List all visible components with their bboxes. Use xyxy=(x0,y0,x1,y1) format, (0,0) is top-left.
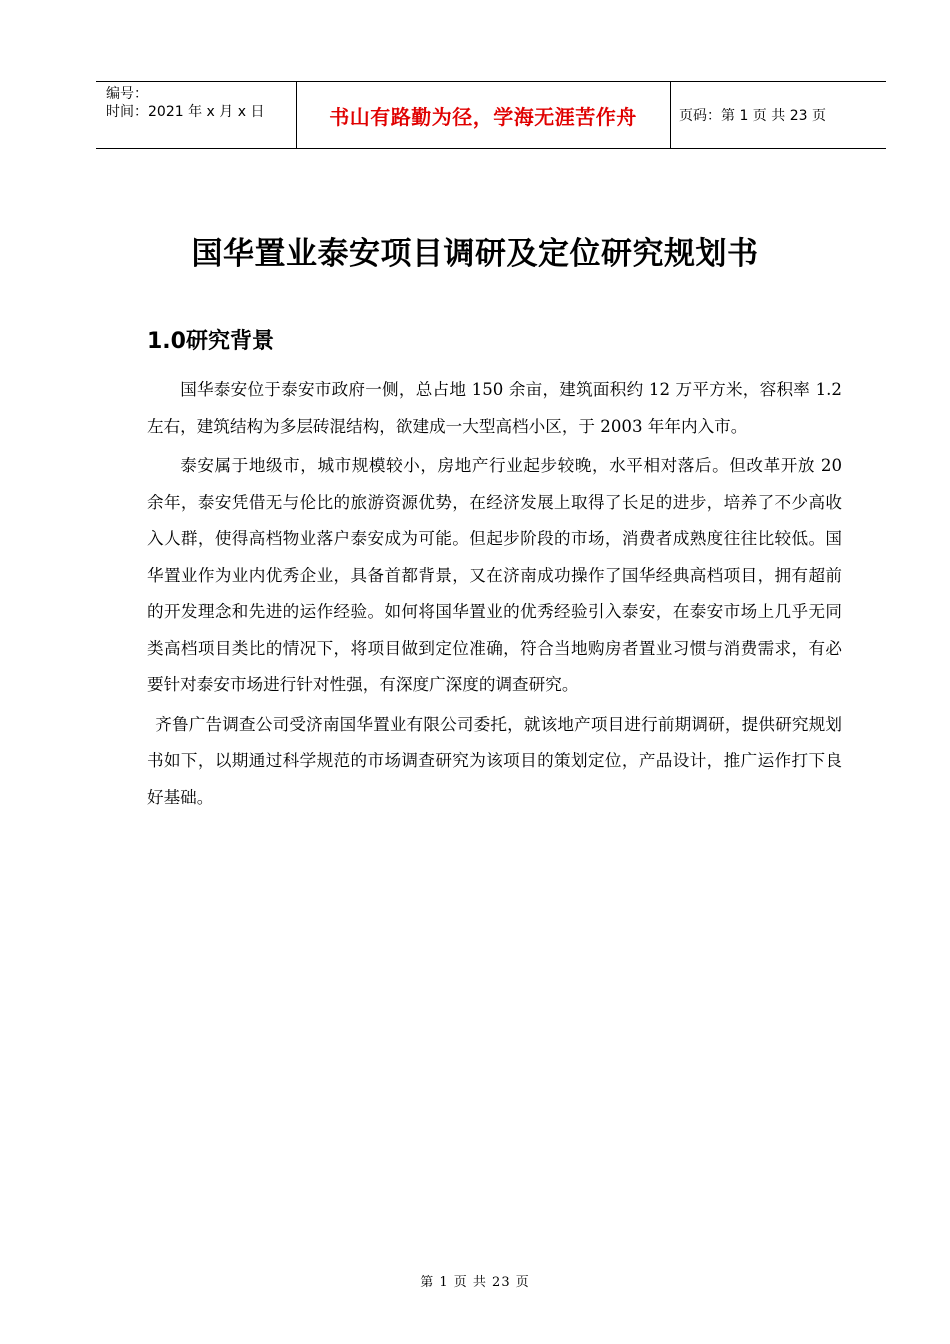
body-paragraph: 国华泰安位于泰安市政府一侧，总占地 150 余亩，建筑面积约 12 万平方米，容积率 1.2 左右，建筑结构为多层砖混结构，欲建成一大型高档小区，于 2003 年年内入市。 xyxy=(147,380,842,436)
header-divider xyxy=(670,82,671,148)
body-paragraph: 齐鲁广告调查公司受济南国华置业有限公司委托，就该地产项目进行前期调研，提供研究规划书如下，以期通过科学规范的市场调查研究为该项目的策划定位，产品设计，推广运作打下良好基础。 xyxy=(147,714,842,807)
header-page-info: 页码：第 1 页 共 23 页 xyxy=(679,108,826,124)
header-number-label: 编号： xyxy=(106,86,148,102)
document-title: 国华置业泰安项目调研及定位研究规划书 xyxy=(191,236,759,272)
section-heading: 1.0研究背景 xyxy=(147,329,274,354)
body-paragraph: 泰安属于地级市，城市规模较小，房地产行业起步较晚，水平相对落后。但改革开放 20 余年，泰安凭借无与伦比的旅游资源优势，在经济发展上取得了长足的进步，培养了不少高收入人群，使得高档物业落户泰安成为可能。但起步阶段的市场，消费者成熟度往往比较低。国华置业作为业内优秀企业，具备首都背景，又在济南成功操作了国华经典高档项目，拥有超前的开发理念和先进的运作经验。如何将国华置业的优秀经验引入泰安，在泰安市场上几乎无同类高档项目类比的情况下，将项目做到定位准确，符合当地购房者置业习惯与消费需求，有必要针对泰安市场进行针对性强，有深度广深度的调查研究。 xyxy=(147,456,842,694)
document-body xyxy=(147,372,842,819)
page-header xyxy=(96,81,886,149)
header-meta xyxy=(106,85,264,121)
header-date-label: 时间：2021 年 x 月 x 日 xyxy=(106,104,265,120)
page-footer: 第 1 页 共 23 页 xyxy=(420,1275,530,1290)
header-motto: 书山有路勤为径，学海无涯苦作舟 xyxy=(329,104,637,129)
